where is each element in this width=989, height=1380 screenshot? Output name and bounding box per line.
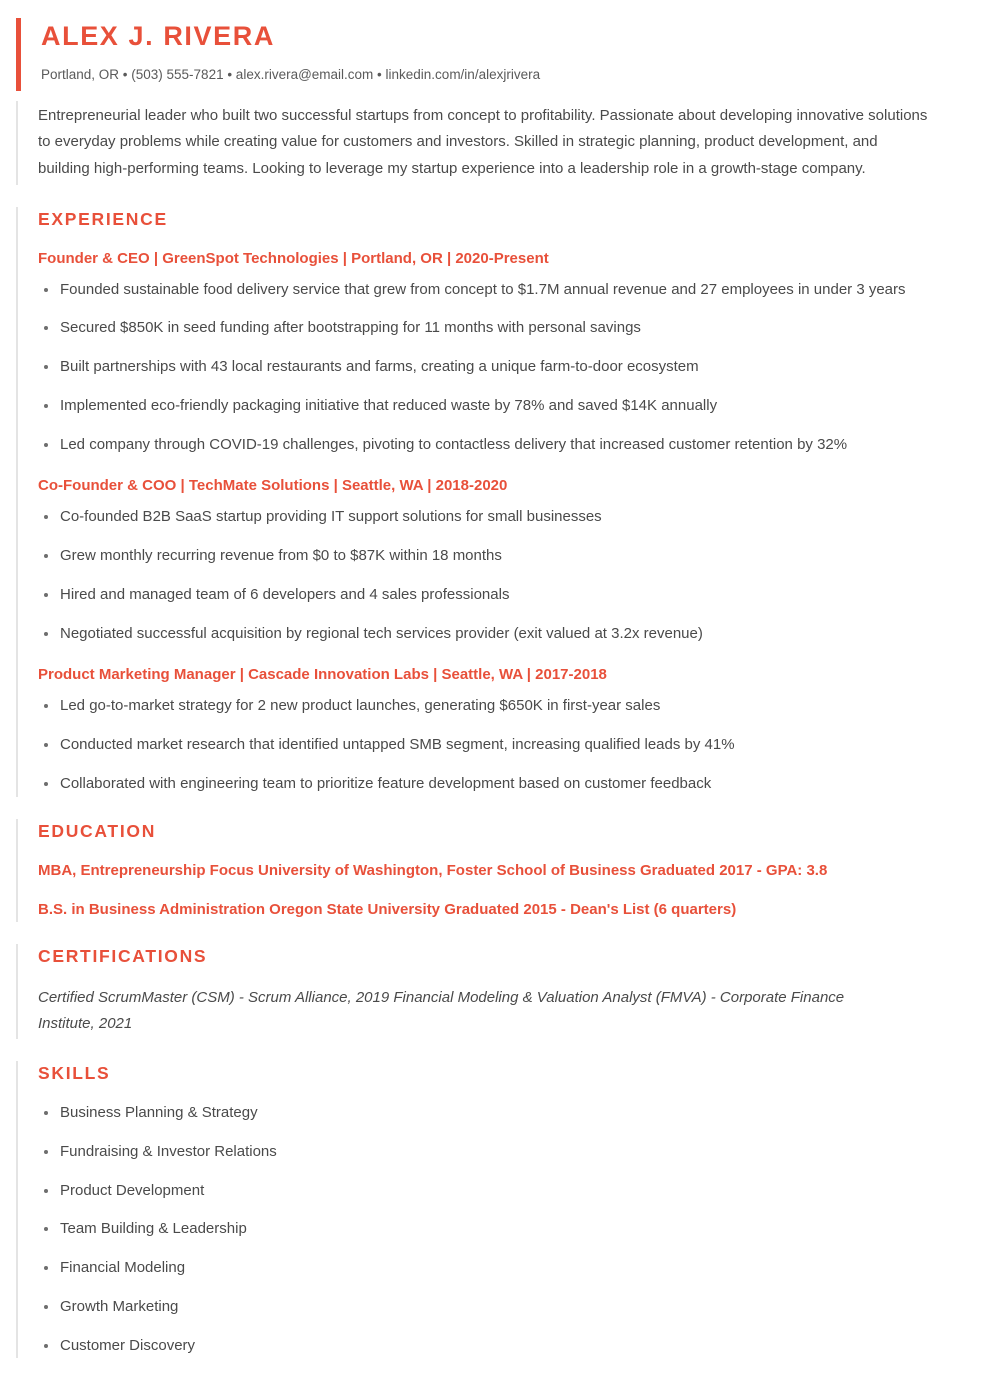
list-item: Built partnerships with 43 local restaurants and farms, creating a unique farm-to-door ecosystem xyxy=(38,356,959,378)
skills-list xyxy=(38,1102,959,1356)
job-bullet-list xyxy=(38,279,959,456)
list-item: Customer Discovery xyxy=(38,1335,959,1357)
list-item: Founded sustainable food delivery service that grew from concept to $1.7M annual revenue and 27 employees in under 3 years xyxy=(38,279,959,301)
list-item: Collaborated with engineering team to prioritize feature development based on customer feedback xyxy=(38,773,959,795)
skills-section xyxy=(16,1061,959,1358)
job-heading: Product Marketing Manager | Cascade Innovation Labs | Seattle, WA | 2017-2018 xyxy=(38,666,607,684)
education-section xyxy=(16,819,959,922)
list-item: Negotiated successful acquisition by regional tech services provider (exit valued at 3.2x revenue) xyxy=(38,623,959,645)
experience-entry xyxy=(38,475,959,644)
job-bullet-list xyxy=(38,506,959,644)
experience-section xyxy=(16,207,959,797)
section-heading-education: EDUCATION xyxy=(38,820,157,841)
resume-header xyxy=(16,18,959,91)
section-heading-certifications: CERTIFICATIONS xyxy=(38,945,208,966)
list-item: Business Planning & Strategy xyxy=(38,1102,959,1124)
contact-line: Portland, OR • (503) 555-7821 • alex.rivera@email.com • linkedin.com/in/alexjrivera xyxy=(41,66,541,82)
list-item: Growth Marketing xyxy=(38,1296,959,1318)
section-heading-experience: EXPERIENCE xyxy=(38,208,168,229)
list-item: Co-founded B2B SaaS startup providing IT support solutions for small businesses xyxy=(38,506,959,528)
education-entry: MBA, Entrepreneurship Focus University of Washington, Foster School of Business Graduated 2017 - GPA: 3.8 xyxy=(38,861,828,879)
page-title: ALEX J. RIVERA xyxy=(41,21,275,51)
certifications-text: Certified ScrumMaster (CSM) - Scrum Alliance, 2019 Financial Modeling & Valuation Analyst (FMVA) - Corporate Finance Institute, 2021 xyxy=(38,988,845,1032)
list-item: Product Development xyxy=(38,1180,959,1202)
job-bullet-list xyxy=(38,695,959,794)
list-item: Hired and managed team of 6 developers and 4 sales professionals xyxy=(38,584,959,606)
list-item: Team Building & Leadership xyxy=(38,1218,959,1240)
list-item: Fundraising & Investor Relations xyxy=(38,1141,959,1163)
experience-entry xyxy=(38,248,959,456)
list-item: Led company through COVID-19 challenges, pivoting to contactless delivery that increased customer retention by 32% xyxy=(38,434,959,456)
list-item: Grew monthly recurring revenue from $0 to $87K within 18 months xyxy=(38,545,959,567)
list-item: Secured $850K in seed funding after bootstrapping for 11 months with personal savings xyxy=(38,317,959,339)
list-item: Implemented eco-friendly packaging initiative that reduced waste by 78% and saved $14K annually xyxy=(38,395,959,417)
job-heading: Co-Founder & COO | TechMate Solutions | Seattle, WA | 2018-2020 xyxy=(38,477,508,495)
education-entry: B.S. in Business Administration Oregon State University Graduated 2015 - Dean's List (6 quarters) xyxy=(38,900,737,918)
certifications-section xyxy=(16,944,959,1040)
section-heading-skills: SKILLS xyxy=(38,1063,111,1084)
experience-entry xyxy=(38,664,959,794)
summary-text: Entrepreneurial leader who built two successful startups from concept to profitability. Passionate about developing innovative solutions to everyday problems while creating value for customers and investors. Skilled in strategic planning, product development, and building high-performing teams. Looking to leverage my startup experience into a leadership role in a growth-stage company. xyxy=(38,106,928,178)
list-item: Conducted market research that identified untapped SMB segment, increasing qualified leads by 41% xyxy=(38,734,959,756)
summary-section xyxy=(16,101,959,185)
list-item: Led go-to-market strategy for 2 new product launches, generating $650K in first-year sales xyxy=(38,695,959,717)
job-heading: Founder & CEO | GreenSpot Technologies | Portland, OR | 2020-Present xyxy=(38,249,549,267)
list-item: Financial Modeling xyxy=(38,1257,959,1279)
